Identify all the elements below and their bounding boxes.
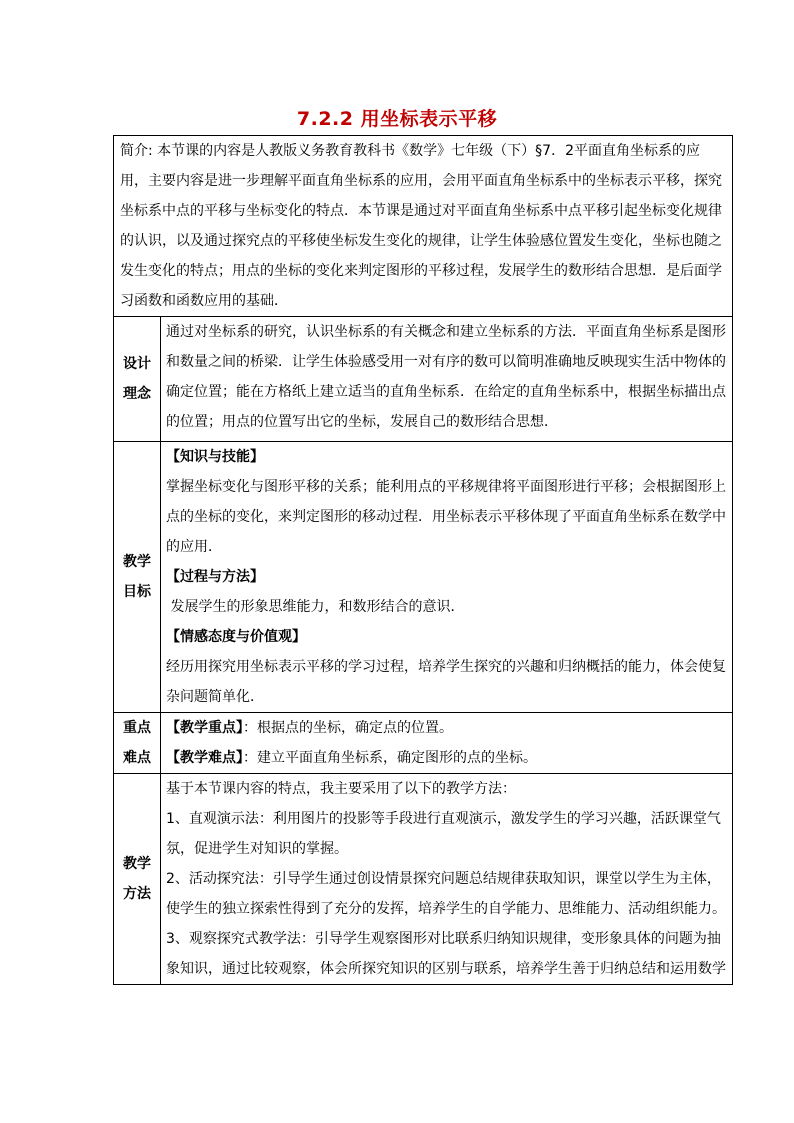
knowledge-heading: 【知识与技能】 [166, 449, 264, 465]
design-row [114, 317, 733, 442]
keys-row [114, 713, 733, 774]
intro-cell: 简介: 本节课的内容是人教版义务教育教科书《数学》七年级（下）§7．2平面直角坐标系的应用，主要内容是进一步理解平面直角坐标系的应用，会用平面直角坐标系中的坐标表示平移，探究坐标系中点的平移与坐标变化的特点．本节课是通过对平面直角坐标系中点平移引起坐标变化规律的认识，以及通过探究点的平移使坐标发生变化的规律，让学生体验感位置发生变化，坐标也随之发生变化的特点；用点的坐标的变化来判定图形的平移过程，发展学生的数形结合思想．是后面学习函数和函数应用的基础． [114, 136, 733, 317]
methods-cell [161, 774, 733, 985]
knowledge-text: 掌握坐标变化与图形平移的关系；能利用点的平移规律将平面图形进行平移；会根据图形上点的坐标的变化，来判定图形的移动过程．用坐标表示平移体现了平面直角坐标系在数学中的应用． [166, 479, 726, 555]
methods-intro: 基于本节课内容的特点，我主要采用了以下的教学方法： [166, 781, 516, 797]
methods-label: 教学 方法 [114, 774, 161, 985]
goals-row [114, 442, 733, 713]
keys-cell [161, 713, 733, 774]
goals-cell [161, 442, 733, 713]
key-point: 【教学重点】：根据点的坐标，确定点的位置。 [166, 720, 453, 736]
method-3: 3、观察探究式教学法：引导学生观察图形对比联系归纳知识规律，变形象具体的问题为抽象知识，通过比较观察，体会所探究知识的区别与联系，培养学生善于归纳总结和运用数学 [166, 931, 726, 977]
intro-row [114, 136, 733, 317]
attitude-text: 经历用探究用坐标表示平移的学习过程，培养学生探究的兴趣和归纳概括的能力，体会使复杂问题简单化． [166, 659, 726, 705]
page-title: 7.2.2 用坐标表示平移 [296, 108, 498, 130]
design-label: 设计 理念 [114, 317, 161, 442]
lesson-plan-table [113, 135, 733, 985]
goals-label: 教学 目标 [114, 442, 161, 713]
method-2: 2、活动探究法：引导学生通过创设情景探究问题总结规律获取知识，课堂以学生为主体，使学生的独立探索性得到了充分的发挥，培养学生的自学能力、思维能力、活动组织能力。 [166, 871, 726, 917]
methods-row [114, 774, 733, 985]
process-heading: 【过程与方法】 [166, 569, 264, 585]
method-1: 1、直观演示法：利用图片的投影等手段进行直观演示，激发学生的学习兴趣，活跃课堂气氛，促进学生对知识的掌握。 [166, 811, 721, 857]
process-text: 发展学生的形象思维能力，和数形结合的意识． [166, 599, 465, 615]
difficult-point: 【教学难点】：建立平面直角坐标系，确定图形的点的坐标。 [166, 750, 537, 766]
design-cell: 通过对坐标系的研究，认识坐标系的有关概念和建立坐标系的方法．平面直角坐标系是图形和数量之间的桥梁．让学生体验感受用一对有序的数可以简明准确地反映现实生活中物体的确定位置；能在方格纸上建立适当的直角坐标系．在给定的直角坐标系中，根据坐标描出点的位置；用点的位置写出它的坐标，发展自己的数形结合思想． [161, 317, 733, 442]
keys-label: 重点 难点 [114, 713, 161, 774]
attitude-heading: 【情感态度与价值观】 [166, 629, 306, 645]
